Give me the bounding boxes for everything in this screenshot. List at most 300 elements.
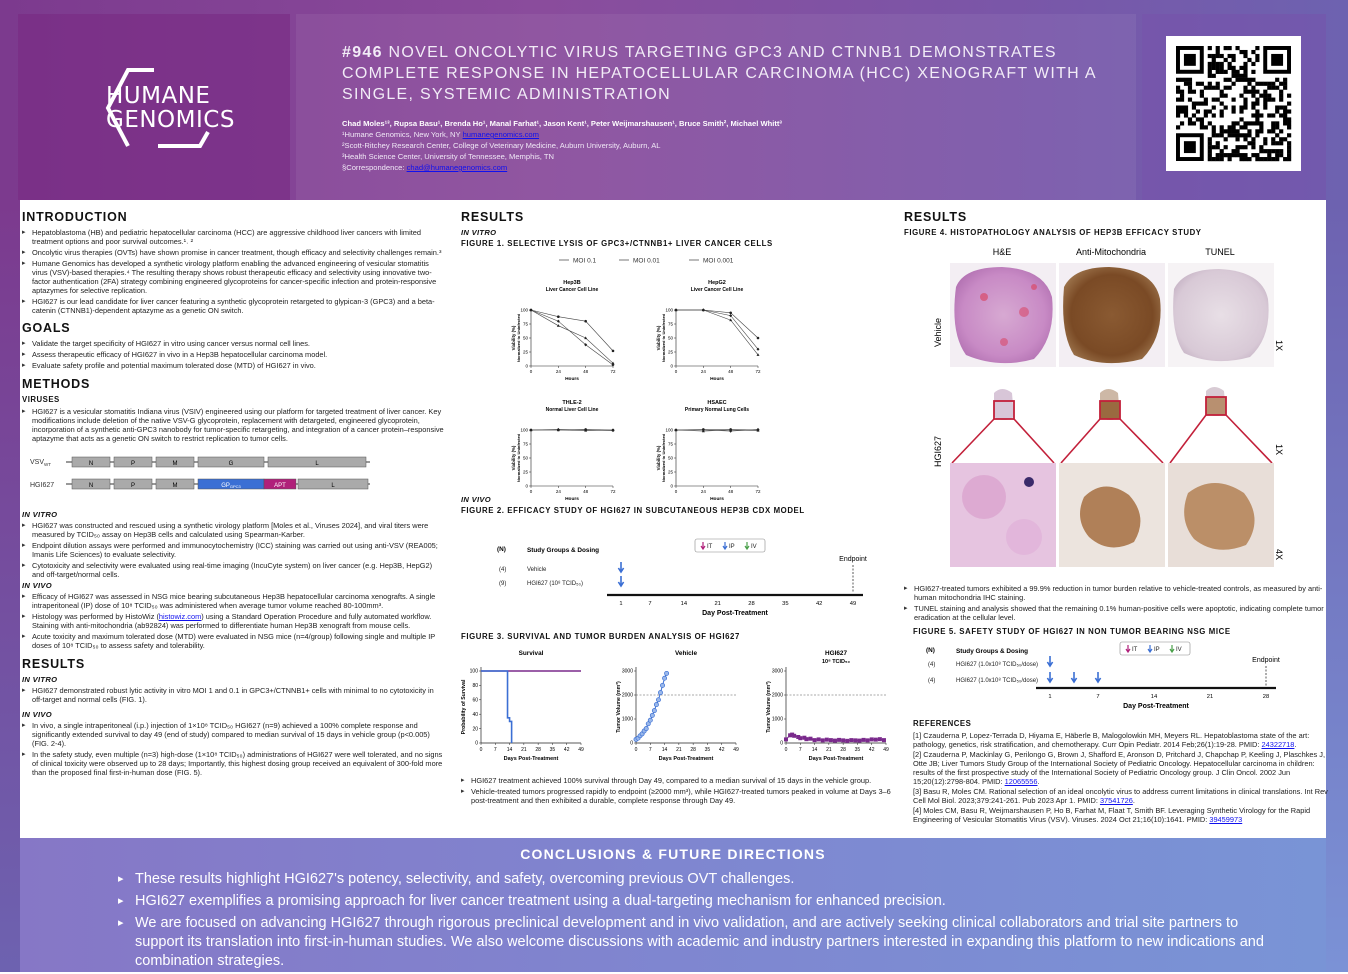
svg-text:IP: IP: [1154, 647, 1160, 653]
y-tick-label: 2000: [771, 692, 783, 699]
y-tick-label: 25: [667, 469, 673, 475]
x-tick-label: 49: [733, 747, 739, 753]
svg-text:IT: IT: [1132, 647, 1138, 653]
mid-results-item: ▸ HGI627 treatment achieved 100% survival through Day 49, compared to a median survival of 15 days in the vehicle group.: [461, 776, 897, 785]
affiliation-2: ²Scott-Ritchey Research Center, College of Veterinary Medicine, Auburn University, Auburn, AL: [342, 141, 661, 150]
logo-line1: HUMANE: [106, 83, 211, 109]
results-invitro-item: ▸ HGI627 demonstrated robust lytic activity in vitro MOI 1 and 0.1 in GPC3+/CTNNB1+ cells with minimal to no cytotoxicity in off-target and normal cells (FIG. 1).: [22, 686, 446, 704]
day-tick-label: 7: [1096, 694, 1100, 700]
affiliation-4: §Correspondence: chad@humanegenomics.com: [342, 163, 508, 172]
pmid-link[interactable]: 37541726: [1099, 796, 1133, 805]
chart-subtitle: Liver Cancer Cell Line: [545, 287, 599, 293]
chart-title: Hep3B: [563, 280, 581, 286]
series-line: [676, 429, 758, 430]
svg-text:(9): (9): [499, 581, 507, 587]
y-tick-label: 0: [525, 483, 528, 489]
poster-title-text: NOVEL ONCOLYTIC VIRUS TARGETING GPC3 AND CTNNB1 DEMONSTRATES COMPLETE RESPONSE IN HEPATOCELLULAR CARCINOMA (HCC) XENOGRAFT WITH A SINGLE, SYSTEMIC ADMINISTRATION: [342, 44, 1096, 103]
data-point: [702, 309, 705, 312]
affiliation-1: ¹Humane Genomics, New York, NY humanegenomics.com: [342, 130, 539, 139]
y-axis-label: Viability (%): [656, 325, 661, 351]
y-tick-label: 50: [667, 335, 673, 341]
svg-text:(4): (4): [499, 567, 507, 573]
y-tick-label: 50: [522, 335, 528, 341]
y-tick-label: 80: [472, 683, 478, 690]
data-point: [798, 736, 802, 740]
endpoint-label: Endpoint: [839, 556, 867, 563]
data-point: [665, 671, 669, 675]
chart-title: HSAEC: [707, 400, 727, 406]
fig3-chart: [766, 650, 889, 762]
svg-text:GPGPC3: GPGPC3: [221, 483, 241, 489]
pmid-link[interactable]: 24322718: [1261, 740, 1295, 749]
data-point: [825, 738, 829, 742]
magnification-1: 1X: [1274, 340, 1284, 352]
x-tick-label: 24: [700, 489, 706, 494]
x-tick-label: 24: [555, 369, 561, 374]
y-tick-label: 0: [670, 483, 673, 489]
y-tick-label: 3000: [621, 668, 633, 675]
x-tick-label: 0: [674, 369, 678, 374]
series-line: [531, 310, 613, 351]
y-axis-label: Viability (%): [656, 445, 661, 471]
day-tick-label: 21: [714, 601, 721, 607]
left-border: [0, 200, 20, 972]
x-tick-label: 48: [583, 369, 589, 374]
day-tick-label: 28: [1262, 694, 1270, 700]
svg-text:Study Groups & Dosing: Study Groups & Dosing: [527, 547, 600, 554]
svg-text:MOI 0.01: MOI 0.01: [633, 257, 660, 265]
data-point: [757, 429, 760, 432]
conclusion-item: ▸ HGI627 exemplifies a promising approach for liver cancer treatment using a dual-targeting mechanism for enhanced precision.: [118, 892, 1268, 911]
y-axis-label-2: Normalized to Uninfected: [661, 433, 666, 483]
data-point: [652, 709, 656, 713]
y-tick-label: 0: [630, 740, 633, 747]
methods-invitro-item: ▸ HGI627 was constructed and rescued using a synthetic virology platform [Moles et al., Viruses 2024], and viral titers were measured by TCID₅₀ assay on Hep3B cells and calculated using Spearman-Karber.: [22, 521, 446, 539]
data-point: [650, 713, 654, 717]
data-point: [530, 429, 533, 432]
y-tick-label: 2000: [621, 692, 633, 699]
y-axis-label: Probability of Survival: [461, 679, 467, 735]
goals-item: ▸ Assess therapeutic efficacy of HGI627 in vivo in a Hep3B hepatocellular carcinoma model.: [22, 350, 446, 359]
data-point: [878, 737, 882, 741]
conclusions-heading: CONCLUSIONS & FUTURE DIRECTIONS: [520, 846, 826, 862]
x-tick-label: 42: [718, 747, 725, 753]
data-point: [675, 429, 678, 432]
conclusions-section: [20, 838, 1326, 972]
dose-arrow-icon: [1047, 656, 1052, 666]
svg-text:HGI627 (1.0x10⁸ TCID₅₀/dose): HGI627 (1.0x10⁸ TCID₅₀/dose): [956, 678, 1039, 684]
genome-diagram: [22, 449, 442, 501]
timeline-x-label: Day Post-Treatment: [702, 610, 768, 617]
svg-text:G: G: [228, 461, 234, 467]
data-point: [866, 738, 870, 742]
reference-item: [4] Moles CM, Basu R, Weijmarshausen P, Ho B, Farhat M, Flaat T, Smith BF. Leveraging Synthetic Virology for the Rapid Engineering of Vesicular Stomatitis Virus (VSV). Viruses. 2024 Oct 21;16(10):1641. PMID: 39459973: [913, 806, 1311, 824]
day-tick-label: 14: [680, 601, 688, 607]
dose-arrow-icon: [618, 576, 623, 586]
day-tick-label: 1: [619, 601, 623, 607]
data-point: [808, 737, 812, 741]
x-tick-label: 24: [555, 489, 561, 494]
y-tick-label: 100: [469, 668, 478, 675]
conclusion-item: ▸ We are focused on advancing HGI627 through rigorous preclinical development and in vivo validation, and are actively seeking clinical collaborators and trial site partners to support its translation into first-in-human studies. We also welcome discussions with academic and industry partners interested in expanding this platform to new indications and combination strategies.: [118, 914, 1268, 971]
data-point: [675, 309, 678, 312]
goals-item: ▸ Evaluate safety profile and potential maximum tolerated dose (MTD) of HGI627 in vivo.: [22, 361, 446, 370]
goals-heading: GOALS: [22, 321, 71, 335]
y-tick-label: 100: [665, 307, 673, 313]
data-point: [874, 738, 878, 742]
svg-text:M: M: [172, 461, 178, 467]
data-point: [584, 428, 587, 431]
col-tunel-label: TUNEL: [1205, 247, 1235, 257]
reference-item: [3] Basu R, Moles CM. Rational selection of an ideal oncolytic virus to address current limitations in clinical translations. Int Rev Cell Mol Biol. 2023;379:241-261. Pub 2023 Apr 1. PMID: 37541726.: [913, 787, 1328, 805]
y-tick-label: 100: [665, 427, 673, 433]
data-point: [729, 428, 732, 431]
goals-item: ▸ Validate the target specificity of HGI627 in vitro using cancer versus normal cell lines.: [22, 339, 446, 348]
day-tick-label: 49: [849, 601, 857, 607]
intro-heading: INTRODUCTION: [22, 210, 128, 224]
data-point: [658, 691, 662, 695]
x-tick-label: 35: [704, 747, 711, 753]
data-point: [849, 738, 853, 742]
intro-list: [22, 228, 446, 315]
legend-entry: [559, 258, 597, 265]
y-tick-label: 3000: [771, 668, 783, 675]
figure-1-title: FIGURE 1. SELECTIVE LYSIS OF GPC3+/CTNNB1+ LIVER CANCER CELLS: [461, 239, 773, 248]
svg-text:(4): (4): [928, 678, 936, 684]
row-hgi-label: HGI627: [933, 435, 943, 467]
x-tick-label: 0: [529, 489, 533, 494]
chart-subtitle: Primary Normal Lung Cells: [684, 407, 750, 413]
results-invivo-list: [22, 721, 446, 777]
data-point: [821, 738, 825, 742]
x-tick-label: 72: [610, 369, 616, 374]
x-tick-label: 28: [535, 747, 541, 753]
data-point: [757, 337, 760, 340]
magnification-3: 4X: [1274, 549, 1284, 561]
data-point: [662, 676, 666, 680]
references-heading: REFERENCES: [913, 719, 972, 728]
figure-3-title: FIGURE 3. SURVIVAL AND TUMOR BURDEN ANALYSIS OF HGI627: [461, 632, 740, 641]
x-tick-label: 21: [521, 747, 527, 753]
results-invivo-item: ▸ In the safety study, even multiple (n=3) high-dose (1×10⁸ TCID₅₀) administrations of HGI627 were well tolerated, and no signs of clinical toxicity were observed up to 28 days; Importantly, this highest dosing group received an equivalent of 300-fold more than the proposed final first-in-human dose (FIG. 5).: [22, 750, 446, 777]
series-line: [676, 310, 758, 355]
chart-title: HGI627: [824, 650, 848, 657]
data-point: [845, 739, 849, 743]
svg-text:(4): (4): [928, 662, 936, 668]
y-tick-label: 25: [522, 469, 528, 475]
methods-invivo-item: ▸ Acute toxicity and maximum tolerated dose (MTD) were evaluated in NSG mice (n=4/group) following single and multiple IP doses of 10⁸ TCID₅₀ to assess safety and tolerability.: [22, 632, 446, 650]
svg-text:P: P: [130, 461, 136, 467]
x-tick-label: 14: [506, 747, 513, 753]
data-point: [792, 734, 796, 738]
vsv-label: $VSV_{WT}$: [30, 459, 52, 467]
y-tick-label: 75: [667, 441, 673, 447]
timeline-x-label: Day Post-Treatment: [1123, 703, 1189, 710]
results-invitro-list: [22, 686, 446, 704]
fig3-chart: [616, 650, 739, 762]
x-tick-label: 35: [854, 747, 861, 753]
x-tick-label: 49: [578, 747, 584, 753]
dose-arrow-icon: [1071, 672, 1076, 682]
data-point: [584, 320, 587, 323]
x-tick-label: 0: [479, 747, 483, 753]
fig1-chart: [511, 280, 616, 382]
methods-heading: METHODS: [22, 377, 91, 391]
column-right: [904, 210, 1328, 825]
study-timeline: [497, 539, 867, 617]
chart-subtitle: 10⁸ TCID₅₀: [821, 659, 851, 665]
fig1-chart: [656, 280, 761, 382]
x-tick-label: 42: [563, 747, 570, 753]
y-tick-label: 60: [472, 697, 478, 704]
x-tick-label: 0: [529, 369, 533, 374]
methods-invitro-item: ▸ Endpoint dilution assays were performed and immunocytochemistry (ICC) staining was carried out using anti-VSV (REA005; Imanis Life Sciences) to evaluate selectivity.: [22, 541, 446, 559]
viruses-item: ▸ HGI627 is a vesicular stomatitis Indiana virus (VSIV) engineered using our platform for targeted treatment of liver cancer. Key modifications include deletion of the native VSV-G glycoprotein, replacement with detargeted, engineered glycoprotein, incorporation of a synthetic anti-GPC3 nanobody for tumor-specific retargeting, and integration of a cancer protein–responsive aptazyme that acts as a genetic ON switch to restrict replication to tumor cells.: [22, 407, 446, 443]
y-tick-label: 40: [472, 711, 478, 718]
results-right-heading: RESULTS: [904, 210, 968, 224]
y-axis-label: Viability (%): [511, 445, 516, 471]
methods-invivo-item: ▸ Histology was performed by HistoWiz (histowiz.com) using a Standard Operation Procedure and fully automated workflow. Staining with anti-mitochondria (ab92824) was performed to differentiate human Hep3B xenograft from mouse cells.: [22, 612, 446, 630]
series-line: [481, 671, 512, 743]
day-tick-label: 35: [782, 601, 789, 607]
svg-text:N: N: [88, 483, 94, 489]
x-tick-label: 7: [648, 747, 652, 753]
day-tick-label: 42: [815, 601, 823, 607]
col-mito-label: Anti-Mitochondria: [1075, 247, 1147, 257]
x-axis-label: Days Post-Treatment: [503, 756, 559, 762]
poster-title: [342, 42, 1102, 105]
hgi-label: HGI627: [30, 482, 55, 489]
histowiz-link[interactable]: histowiz.com: [158, 612, 202, 621]
data-point: [660, 683, 664, 687]
qr-code-icon: [1176, 46, 1291, 161]
x-tick-label: 7: [798, 747, 802, 753]
methods-invitro-list: [22, 521, 446, 579]
svg-text:APT: APT: [274, 483, 286, 489]
fig1-chart: [511, 400, 616, 502]
data-point: [829, 738, 833, 742]
svg-text:MOI 0.001: MOI 0.001: [703, 257, 734, 265]
data-point: [804, 737, 808, 741]
data-point: [654, 703, 658, 707]
svg-text:IV: IV: [1176, 647, 1182, 653]
y-tick-label: 75: [522, 321, 528, 327]
day-tick-label: 1: [1048, 694, 1052, 700]
y-axis-label: Tumor Volume (mm³): [766, 681, 772, 733]
svg-text:Study Groups & Dosing: Study Groups & Dosing: [956, 648, 1029, 655]
data-point: [644, 727, 648, 731]
methods-invivo-item: ▸ Efficacy of HGI627 was assessed in NSG mice bearing subcutaneous Hep3B hepatocellular carcinoma xenografts. A single intraperitoneal (IP) dose of 10⁸ TCID₅₀ was administered when average tumor volume reached 80-100mm³.: [22, 592, 446, 610]
x-tick-label: 14: [811, 747, 818, 753]
dose-arrow-icon: [1047, 672, 1052, 682]
day-tick-label: 7: [648, 601, 652, 607]
y-tick-label: 0: [670, 363, 673, 369]
data-point: [612, 429, 615, 432]
column-left: [22, 210, 446, 779]
y-tick-label: 0: [475, 740, 478, 747]
figure-5-title: FIGURE 5. SAFETY STUDY OF HGI627 IN NON TUMOR BEARING NSG MICE: [913, 627, 1231, 636]
x-tick-label: 21: [676, 747, 682, 753]
svg-text:L: L: [331, 483, 335, 489]
methods-invivo-heading: IN VIVO: [22, 581, 52, 590]
viruses-list: [22, 407, 446, 443]
figure-5-timeline: [904, 636, 1328, 712]
chart-subtitle: Liver Cancer Cell Line: [690, 287, 744, 293]
data-point: [530, 309, 533, 312]
methods-invitro-item: ▸ Cytotoxicity and selectivity were evaluated using real-time imaging (IncuCyte system) on liver cancer (e.g. Hep3B, HepG2) and off-target/normal cells.: [22, 561, 446, 579]
affiliation-3: ³Health Science Center, University of Tennessee, Memphis, TN: [342, 152, 555, 161]
x-tick-label: 0: [634, 747, 638, 753]
mid-invitro-heading: IN VITRO: [461, 228, 497, 237]
data-point: [870, 737, 874, 741]
intro-item: ▸ Humane Genomics has developed a synthetic virology platform enabling the advanced engineering of vesicular stomatitis virus (VSV)-based therapies.⁴ The resulting therapy shows robust therapeutic efficacy and selectivity using innovative two-factor authentication (2FA) strategy combining engineered glycoproteins for cancer-specific infection and protein-responsive aptazymes for selective replication.: [22, 259, 446, 295]
fig4-results-item: ▸ TUNEL staining and analysis showed that the remaining 0.1% human-positive cells were apoptotic, indicating complete tumor eradication at the cellular level.: [904, 604, 1328, 622]
y-axis-label-2: Normalized to Uninfected: [516, 313, 521, 363]
data-point: [656, 698, 660, 702]
y-tick-label: 50: [667, 455, 673, 461]
x-axis-label: Hours: [710, 497, 724, 502]
data-point: [837, 738, 841, 742]
data-point: [729, 312, 732, 315]
reference-item: [1] Czauderna P, Lopez-Terrada D, Hiyama E, Häberle B, Malogolowkin MH, Meyers RL. Hepatoblastoma state of the art: pathology, genetics, risk stratification, and chemotherapy. Curr Opin Pediatr. 2014 Feb;26(1):19-28. PMID: 24322718.: [913, 731, 1310, 749]
endpoint-label: Endpoint: [1252, 657, 1280, 664]
y-tick-label: 75: [522, 441, 528, 447]
svg-text:Vehicle: Vehicle: [527, 567, 547, 573]
magnification-2: 1X: [1274, 444, 1284, 456]
y-tick-label: 100: [520, 427, 528, 433]
x-tick-label: 72: [755, 369, 761, 374]
svg-text:(N): (N): [926, 647, 935, 654]
author-list: Chad Moles¹³, Rupsa Basu¹, Brenda Ho¹, Manal Farhat¹, Jason Kent¹, Peter Weijmarshausen¹, Bruce Smith², Michael Whitt³: [342, 119, 782, 128]
fig3-chart: [461, 650, 584, 762]
viruses-heading: VIRUSES: [22, 395, 60, 404]
dose-arrow-icon: [618, 562, 623, 572]
legend-entry: [689, 258, 734, 265]
data-point: [648, 718, 652, 722]
y-tick-label: 0: [780, 740, 783, 747]
day-tick-label: 28: [748, 601, 755, 607]
intro-item: ▸ HGI627 is our lead candidate for liver cancer featuring a synthetic glycoprotein retargeted to glypican-3 (GPC3) and a beta-catenin (CTNNB1)-dependent aptazyme as a genetic ON switch.: [22, 297, 446, 315]
email-link[interactable]: chad@humanegenomics.com: [406, 163, 508, 172]
qr-code[interactable]: [1166, 36, 1301, 171]
reference-item: [2] Czauderna P, Mackinlay G, Perilongo G, Brown J, Shafford E, Aronson D, Pritchard J, Chapchap P, Keeling J, Plaschkes J, Otte JB; Liver Tumors Study Group of the International Society of Pediatric Oncology. Hepatocellular carcinoma in children: results of the first prospective study of the International Society of Pediatric Oncology group. J Clin Oncol. 2002 Jun 15;20(12):2798-804. PMID: 12065556.: [913, 750, 1326, 786]
svg-text:L: L: [315, 461, 319, 467]
svg-text:M: M: [172, 483, 178, 489]
data-point: [557, 429, 560, 432]
x-tick-label: 24: [700, 369, 706, 374]
figure-2-timeline: [461, 515, 897, 623]
results-left-heading: RESULTS: [22, 657, 86, 671]
day-tick-label: 21: [1206, 694, 1214, 700]
results-invivo-heading: IN VIVO: [22, 710, 52, 719]
right-border: [1326, 200, 1348, 972]
fig1-chart: [656, 400, 761, 502]
x-tick-label: 72: [755, 489, 761, 494]
col-he-label: H&E: [992, 247, 1012, 257]
figure-2-title: FIGURE 2. EFFICACY STUDY OF HGI627 IN SUBCUTANEOUS HEP3B CDX MODEL: [461, 506, 805, 515]
data-point: [702, 428, 705, 431]
data-point: [833, 739, 837, 743]
x-axis-label: Days Post-Treatment: [658, 756, 714, 762]
company-logo[interactable]: [106, 84, 235, 132]
legend-entry: [619, 258, 660, 265]
x-tick-label: 0: [674, 489, 678, 494]
website-link[interactable]: humanegenomics.com: [462, 130, 539, 139]
figure-4-title: FIGURE 4. HISTOPATHOLOGY ANALYSIS OF HEP3B EFFICACY STUDY: [904, 228, 1202, 237]
svg-text:HGI627 (10⁸ TCID₅₀): HGI627 (10⁸ TCID₅₀): [527, 581, 584, 587]
results-invitro-heading: IN VITRO: [22, 675, 58, 684]
goals-list: [22, 339, 446, 370]
pmid-link[interactable]: 39459973: [1209, 815, 1243, 824]
data-point: [841, 738, 845, 742]
data-point: [857, 739, 861, 743]
methods-invivo-list: [22, 592, 446, 650]
x-tick-label: 48: [728, 369, 734, 374]
data-point: [813, 738, 817, 742]
data-point: [882, 738, 886, 742]
dose-arrow-icon: [1095, 672, 1100, 682]
conclusions-list: [118, 870, 1268, 974]
conclusion-item: ▸ These results highlight HGI627's potency, selectivity, and safety, overcoming previous OVT challenges.: [118, 870, 1268, 889]
results-mid-heading: RESULTS: [461, 210, 525, 224]
chart-subtitle: Normal Liver Cell Line: [545, 407, 599, 413]
y-tick-label: 1000: [771, 716, 783, 723]
y-tick-label: 0: [525, 363, 528, 369]
data-point: [557, 315, 560, 318]
data-point: [557, 324, 560, 327]
x-axis-label: Hours: [710, 377, 724, 382]
y-axis-label-2: Normalized to Uninfected: [516, 433, 521, 483]
x-tick-label: 48: [583, 489, 589, 494]
x-tick-label: 21: [826, 747, 832, 753]
x-tick-label: 48: [728, 489, 734, 494]
results-invivo-item: ▸ In vivo, a single intraperitoneal (i.p.) injection of 1×10⁸ TCID₅₀ HGI627 (n=9) achieved a 100% complete response and significantly extended survival to day 49 (end of study) compared to median survival of 15 days in vehicle group (p<0.005) (FIG. 2-4).: [22, 721, 446, 748]
figure-4-histology: [904, 237, 1328, 577]
series-line: [531, 310, 613, 363]
study-timeline: [926, 642, 1280, 710]
intro-item: ▸ Oncolytic virus therapies (OVTs) have shown promise in cancer treatment, though efficacy and selectivity challenges remain.³: [22, 248, 446, 257]
series-line: [676, 310, 758, 349]
methods-invitro-heading: IN VITRO: [22, 510, 58, 519]
y-axis-label-2: Normalized to Uninfected: [661, 313, 666, 363]
data-point: [853, 738, 857, 742]
references: [913, 719, 1328, 824]
chart-title: Vehicle: [674, 650, 698, 657]
x-tick-label: 72: [610, 489, 616, 494]
y-tick-label: 20: [472, 726, 478, 733]
intro-item: ▸ Hepatoblastoma (HB) and pediatric hepatocellular carcinoma (HCC) are aggressive childhood liver cancers with limited treatment options and poor survival outcomes.¹˒ ²: [22, 228, 446, 246]
x-tick-label: 14: [661, 747, 668, 753]
day-tick-label: 14: [1150, 694, 1158, 700]
chart-title: THLE-2: [562, 400, 582, 406]
chart-title: Survival: [518, 650, 544, 657]
x-axis-label: Hours: [565, 497, 579, 502]
y-tick-label: 75: [667, 321, 673, 327]
svg-text:IV: IV: [751, 544, 757, 550]
svg-text:N: N: [88, 461, 94, 467]
fig4-results-item: ▸ HGI627-treated tumors exhibited a 99.9% reduction in tumor burden relative to vehicle-treated controls, as measured by anti-human mitochondria IHC staining.: [904, 584, 1328, 602]
svg-text:P: P: [130, 483, 136, 489]
figure-3-charts: [461, 641, 897, 769]
y-axis-label: Viability (%): [511, 325, 516, 351]
mid-results-item: ▸ Vehicle-treated tumors progressed rapidly to endpoint (≥2000 mm³), while HGI627-treated tumors peaked in volume at Days 3–6 post-treatment and then exhibited a durable, complete response through Day 49.: [461, 787, 897, 805]
x-tick-label: 42: [868, 747, 875, 753]
y-axis-label: Tumor Volume (mm³): [616, 681, 622, 733]
svg-text:IT: IT: [707, 544, 713, 550]
pmid-link[interactable]: 12065556: [1004, 777, 1038, 786]
mid-invivo-heading: IN VIVO: [461, 495, 491, 504]
y-tick-label: 25: [522, 349, 528, 355]
